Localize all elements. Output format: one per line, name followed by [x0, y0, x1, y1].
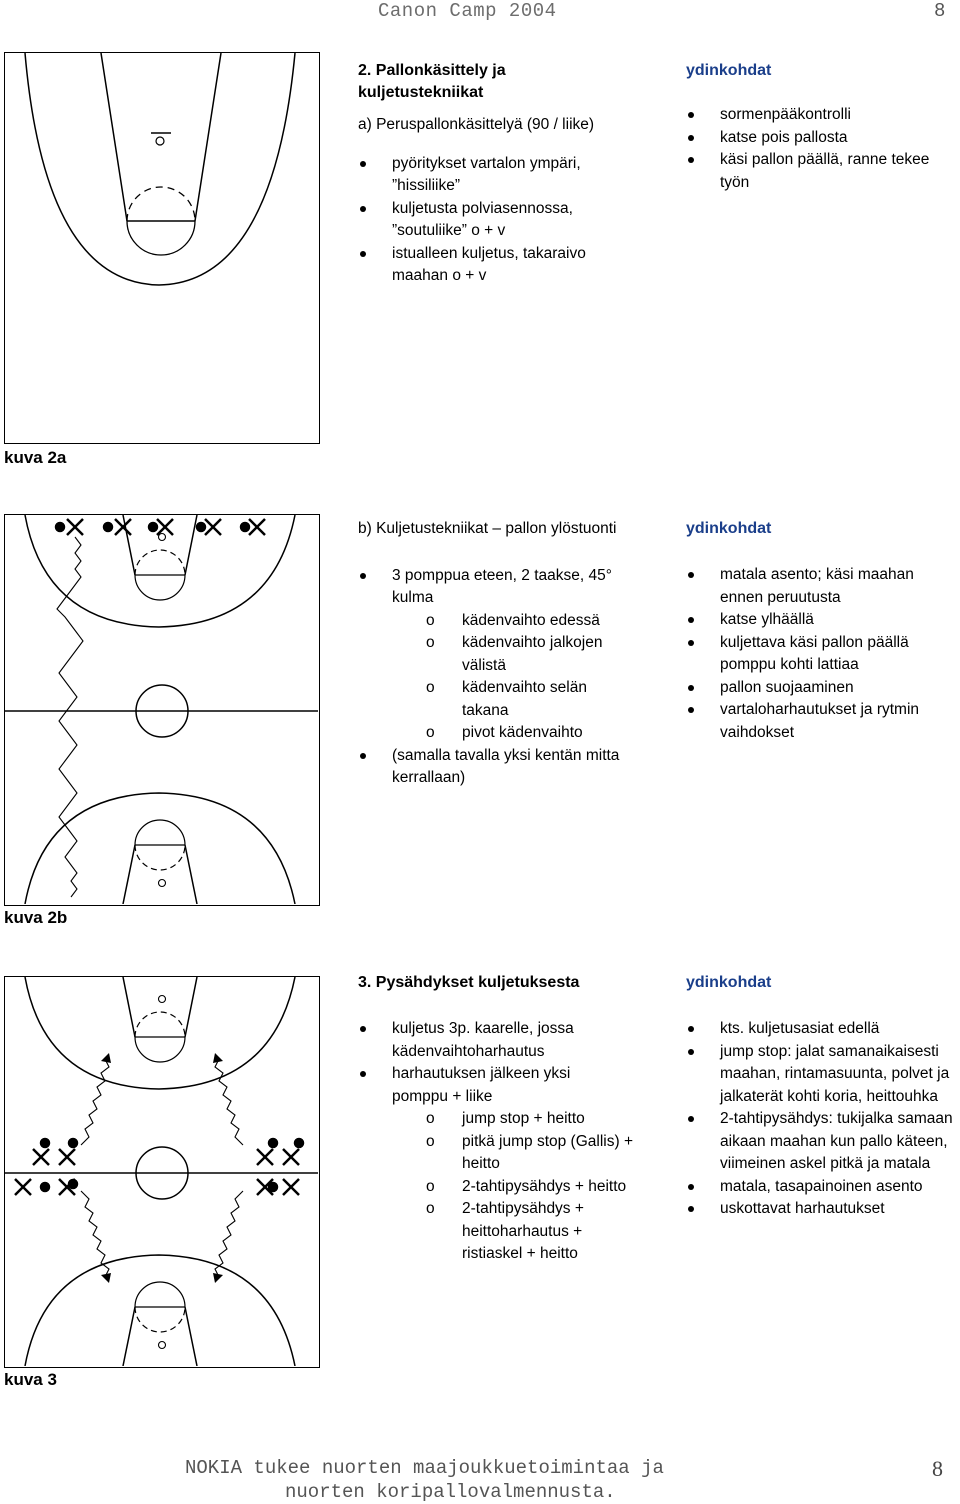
sub-list-item: o 2-tahtipysähdys + heittoharhautus + ristiaskel + heitto: [358, 1198, 642, 1266]
section-2b-text: [358, 518, 658, 790]
section-3-keypoints: [686, 972, 960, 1221]
keypoint-item: matala, tasapainoinen asento: [686, 1176, 960, 1199]
footer-line: NOKIA tukee nuorten maajoukkuetoimintaa ja: [185, 1457, 664, 1479]
sub-list-item: o kädenvaihto selän takana: [358, 677, 622, 722]
keypoint-item: uskottavat harhautukset: [686, 1198, 960, 1221]
keypoint-item: katse ylhäällä: [686, 609, 956, 632]
section-subtitle: b) Kuljetustekniikat – pallon ylöstuonti: [358, 520, 617, 537]
keypoint-item: kuljettava käsi pallon päällä pomppu kohti lattiaa: [686, 632, 956, 677]
section-2b-keypoints: [686, 518, 956, 744]
keypoint-item: katse pois pallosta: [686, 127, 956, 150]
figure-caption-2b: kuva 2b: [4, 908, 68, 927]
figure-caption-3: kuva 3: [4, 1370, 57, 1389]
list-item: pyöritykset vartalon ympäri, ”hissiliike”: [358, 153, 618, 198]
list-item: istualleen kuljetus, takaraivo maahan o + v: [358, 243, 618, 288]
keypoint-item: 2-tahtipysähdys: tukijalka samaan aikaan maahan kun pallo käteen, viimeinen askel pitkä ja matala: [686, 1108, 960, 1176]
keypoint-item: sormenpääkontrolli: [686, 104, 956, 127]
list-item: harhautuksen jälkeen yksi pomppu + liike: [358, 1063, 622, 1108]
keypoint-item: vartaloharhautukset ja rytmin vaihdokset: [686, 699, 956, 744]
keypoint-item: käsi pallon päällä, ranne tekee työn: [686, 149, 956, 194]
figure-caption-2a: kuva 2a: [4, 448, 67, 467]
sub-list-item: o jump stop + heitto: [358, 1108, 642, 1131]
list-item: 3 pomppua eteen, 2 taakse, 45° kulma: [358, 565, 622, 610]
keypoints-heading: ydinkohdat: [686, 974, 772, 991]
half-court-diagram: [4, 52, 320, 444]
section-title: 2. Pallonkäsittely ja kuljetustekniikat: [358, 62, 506, 101]
footer-line: nuorten koripallovalmennusta.: [285, 1481, 616, 1503]
keypoints-heading: ydinkohdat: [686, 62, 772, 79]
sub-list-item: o 2-tahtipysähdys + heitto: [358, 1176, 642, 1199]
section-2a-text: [358, 60, 618, 288]
keypoint-item: pallon suojaaminen: [686, 677, 956, 700]
list-item: kuljetus 3p. kaarelle, jossa kädenvaihtoharhautus: [358, 1018, 622, 1063]
full-court-zigzag-diagram: [4, 514, 320, 906]
sub-list-item: o pivot kädenvaihto: [358, 722, 622, 745]
keypoint-item: matala asento; käsi maahan ennen peruutusta: [686, 564, 956, 609]
section-3-text: [358, 972, 658, 1266]
sub-list-item: o kädenvaihto jalkojen välistä: [358, 632, 622, 677]
header-page-number: 8: [934, 0, 946, 22]
footer-sponsor-text: [185, 1456, 664, 1504]
section-subtitle: a) Peruspallonkäsittelyä (90 / liike): [358, 116, 595, 133]
keypoint-item: kts. kuljetusasiat edellä: [686, 1018, 960, 1041]
list-item: (samalla tavalla yksi kentän mitta kerrallaan): [358, 745, 632, 790]
document-header-title: Canon Camp 2004: [378, 0, 557, 22]
keypoints-heading: ydinkohdat: [686, 520, 772, 537]
section-2a-keypoints: [686, 60, 956, 194]
drill-list: [358, 153, 618, 288]
footer-page-number: 8: [932, 1456, 943, 1481]
list-item: kuljetusta polviasennossa, ”soutuliike” o + v: [358, 198, 618, 243]
section-title: 3. Pysähdykset kuljetuksesta: [358, 974, 580, 991]
full-court-stops-diagram: [4, 976, 320, 1368]
sub-list-item: o pitkä jump stop (Gallis) + heitto: [358, 1131, 642, 1176]
keypoint-item: jump stop: jalat samanaikaisesti maahan, rintamasuunta, polvet ja jalkaterät kohti koria, heittouhka: [686, 1041, 960, 1109]
sub-list-item: o kädenvaihto edessä: [358, 610, 622, 633]
